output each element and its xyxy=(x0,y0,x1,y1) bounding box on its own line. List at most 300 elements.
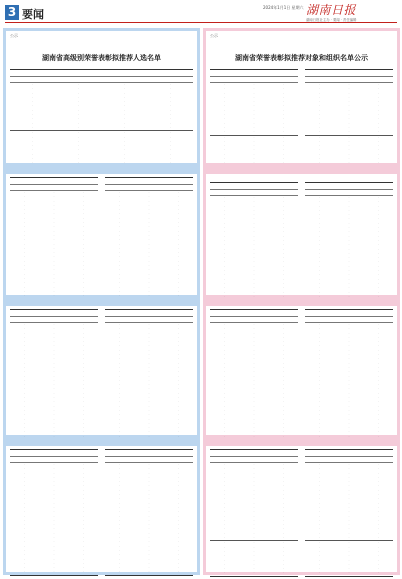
table-cell: · xyxy=(224,505,226,509)
table-cell: · xyxy=(348,421,350,425)
table-cell: · xyxy=(319,95,321,99)
table-cell: · xyxy=(119,544,121,548)
table-cell: · xyxy=(53,255,55,259)
table-cell: · xyxy=(123,117,125,121)
header-cell xyxy=(105,185,134,190)
table-cell: · xyxy=(319,348,321,352)
table-cell: · xyxy=(282,221,284,225)
table-cell: · xyxy=(53,233,55,237)
table-cell: · xyxy=(24,246,26,250)
table-cell: · xyxy=(32,131,34,135)
table-cell: · xyxy=(119,561,121,565)
table-cell: · xyxy=(24,242,26,246)
table-cell: · xyxy=(119,246,121,250)
table-cell: · xyxy=(53,348,55,352)
table-cell: · xyxy=(253,157,255,161)
table-cell: · xyxy=(377,545,379,549)
table-cell: · xyxy=(348,370,350,374)
table-caption xyxy=(105,178,193,185)
table-cell: · xyxy=(377,294,379,298)
table-cell: · xyxy=(253,108,255,112)
table-cell: · xyxy=(282,562,284,566)
table-cell: · xyxy=(377,331,379,335)
table-cell: · xyxy=(377,161,379,165)
table-cell: · xyxy=(53,413,55,417)
table-cell: · xyxy=(24,501,26,505)
table-cell: · xyxy=(377,87,379,91)
table-cell: · xyxy=(377,554,379,558)
table-cell: · xyxy=(282,247,284,251)
table-cell: · xyxy=(319,554,321,558)
table-cell: · xyxy=(82,285,84,289)
table-cell: · xyxy=(82,527,84,531)
table-cell: · xyxy=(224,426,226,430)
table-cell: · xyxy=(253,549,255,553)
table-caption xyxy=(210,310,298,317)
table-cell: · xyxy=(169,121,171,125)
table-cell: · xyxy=(177,463,179,466)
table-cell: · xyxy=(53,199,55,203)
data-table xyxy=(210,182,298,300)
table-cell: · xyxy=(24,480,26,484)
table-cell: · xyxy=(319,323,321,326)
table-cell: · xyxy=(253,273,255,277)
table-cell: · xyxy=(348,383,350,387)
header-cell xyxy=(334,190,363,195)
table-cell: · xyxy=(224,135,226,139)
table-cell: · xyxy=(319,217,321,221)
table-cell: · xyxy=(24,475,26,479)
table-cell: · xyxy=(319,475,321,479)
table-cell: · xyxy=(82,540,84,544)
table-cell: · xyxy=(224,323,226,326)
table-cell: · xyxy=(224,260,226,264)
data-table xyxy=(105,449,193,576)
table-cell: · xyxy=(253,361,255,365)
table-cell: · xyxy=(348,217,350,221)
table-cell: · xyxy=(119,391,121,395)
table-cell: · xyxy=(224,353,226,357)
header-cell xyxy=(105,317,134,322)
table-cell: · xyxy=(53,561,55,565)
table-cell: · xyxy=(319,264,321,268)
header-cell xyxy=(269,77,298,82)
table-cell: · xyxy=(148,255,150,259)
table-cell: · xyxy=(82,289,84,293)
table-cell: · xyxy=(319,135,321,139)
table-cell: · xyxy=(319,518,321,522)
table-cell: · xyxy=(82,391,84,395)
table-cell: · xyxy=(319,331,321,335)
table-cell: · xyxy=(224,348,226,352)
table-cell: · xyxy=(224,152,226,156)
table-cell: · xyxy=(253,196,255,199)
table-cell: · xyxy=(319,365,321,369)
table-cell: · xyxy=(319,230,321,234)
table-cell: · xyxy=(253,480,255,484)
table-cell: · xyxy=(82,331,84,335)
table-cell: · xyxy=(377,531,379,535)
table-cell: · xyxy=(282,353,284,357)
table-cell: · xyxy=(169,108,171,112)
table-cell: · xyxy=(148,281,150,285)
table-cell: · xyxy=(53,493,55,497)
table-cell: · xyxy=(224,531,226,535)
table-cell: · xyxy=(319,549,321,553)
table-cell: · xyxy=(169,157,171,161)
header-cell xyxy=(305,77,334,82)
table-cell: · xyxy=(282,157,284,161)
table-cell: · xyxy=(319,501,321,505)
header-cell xyxy=(164,317,193,322)
header-cell xyxy=(239,190,268,195)
header-cell xyxy=(305,317,334,322)
table-cell: · xyxy=(82,276,84,280)
table-cell: · xyxy=(348,323,350,326)
left-column xyxy=(3,28,200,575)
table-cell: · xyxy=(282,200,284,204)
table-cell: · xyxy=(53,191,55,194)
table-cell: · xyxy=(282,421,284,425)
table-cell: · xyxy=(377,230,379,234)
table-cell: · xyxy=(282,545,284,549)
table-cell: · xyxy=(224,408,226,412)
table-cell: · xyxy=(177,255,179,259)
table-cell: · xyxy=(224,374,226,378)
table-cell: · xyxy=(53,391,55,395)
table-cell: · xyxy=(282,493,284,497)
masthead-subline: 湖南日报社主办 · 要闻 · 责任编辑 xyxy=(306,18,357,22)
table-cell: · xyxy=(177,391,179,395)
table-cell: · xyxy=(377,510,379,514)
table-cell: · xyxy=(148,294,150,298)
data-table xyxy=(105,309,193,440)
header-cell xyxy=(364,77,393,82)
table-cell: · xyxy=(123,131,125,135)
table-cell: · xyxy=(119,396,121,400)
table-cell: · xyxy=(82,272,84,276)
table-cell: · xyxy=(119,233,121,237)
header-cell xyxy=(147,77,193,82)
table-cell: · xyxy=(377,113,379,117)
table-cell: · xyxy=(282,463,284,466)
table-cell: · xyxy=(348,247,350,251)
table-cell: · xyxy=(53,430,55,434)
table-cell: · xyxy=(169,135,171,139)
table-cell: · xyxy=(348,243,350,247)
table-cell: · xyxy=(348,234,350,238)
table-cell: · xyxy=(119,540,121,544)
table-cell: · xyxy=(53,276,55,280)
table-cell: · xyxy=(319,417,321,421)
table-cell: · xyxy=(123,108,125,112)
table-cell: · xyxy=(177,344,179,348)
table-cell: · xyxy=(148,417,150,421)
table-cell: · xyxy=(177,348,179,352)
table-cell: · xyxy=(377,365,379,369)
table-cell: · xyxy=(177,553,179,557)
table-cell: · xyxy=(253,353,255,357)
table-cell: · xyxy=(119,255,121,259)
table-cell: · xyxy=(348,531,350,535)
table-cell: · xyxy=(348,83,350,86)
table-cell: · xyxy=(78,95,79,99)
table-cell: · xyxy=(53,268,55,272)
table-cell: · xyxy=(24,484,26,488)
table-cell: · xyxy=(224,536,226,540)
header-cell xyxy=(334,317,363,322)
masthead-rule xyxy=(5,22,397,23)
table-cell: · xyxy=(24,327,26,331)
table-cell: · xyxy=(282,488,284,492)
table-cell: · xyxy=(224,475,226,479)
table-cell: · xyxy=(177,400,179,404)
table-cell: · xyxy=(282,505,284,509)
table-cell: · xyxy=(377,484,379,488)
table-cell: · xyxy=(377,353,379,357)
table-cell: · xyxy=(148,505,150,509)
table-cell: · xyxy=(282,230,284,234)
table-cell: · xyxy=(177,531,179,535)
table-cell: · xyxy=(224,139,226,143)
table-cell: · xyxy=(348,340,350,344)
table-cell: · xyxy=(82,374,84,378)
table-cell: · xyxy=(319,234,321,238)
table-cell: · xyxy=(377,413,379,417)
table-cell: · xyxy=(282,108,284,112)
table-cell: · xyxy=(253,230,255,234)
table-cell: · xyxy=(148,467,150,471)
table-cell: · xyxy=(177,238,179,242)
table-cell: · xyxy=(282,148,284,152)
table-cell: · xyxy=(348,294,350,298)
header-cell xyxy=(164,457,193,462)
table-cell: · xyxy=(319,527,321,531)
table-cell: · xyxy=(224,558,226,562)
table-cell: · xyxy=(177,417,179,421)
table-cell: · xyxy=(177,272,179,276)
table-cell: · xyxy=(53,221,55,225)
table-cell: · xyxy=(282,135,284,139)
table-cell: · xyxy=(253,413,255,417)
table-cell: · xyxy=(253,286,255,290)
table-cell: · xyxy=(282,383,284,387)
table-cell: · xyxy=(253,251,255,255)
table-cell: · xyxy=(177,281,179,285)
header-cell xyxy=(210,457,239,462)
table-cell: · xyxy=(224,365,226,369)
data-table xyxy=(305,449,393,577)
table-cell: · xyxy=(24,264,26,268)
header-cell xyxy=(269,317,298,322)
table-cell: · xyxy=(319,226,321,230)
table-cell: · xyxy=(319,152,321,156)
table-cell: · xyxy=(319,383,321,387)
table-cell: · xyxy=(119,208,121,212)
table-cell: · xyxy=(224,200,226,204)
table-cell: · xyxy=(224,87,226,91)
table-cell: · xyxy=(348,100,350,104)
table-cell: · xyxy=(177,540,179,544)
table-cell: · xyxy=(348,523,350,527)
table-cell: · xyxy=(24,335,26,339)
table-cell: · xyxy=(53,353,55,357)
table-cell: · xyxy=(224,83,226,86)
table-cell: · xyxy=(177,294,179,298)
table-cell: · xyxy=(24,208,26,212)
table-cell: · xyxy=(224,331,226,335)
table-cell: · xyxy=(148,557,150,561)
table-cell: · xyxy=(282,323,284,326)
table-cell: · xyxy=(148,383,150,387)
table-cell: · xyxy=(78,144,79,148)
table-cell: · xyxy=(319,148,321,152)
table-cell: · xyxy=(119,421,121,425)
table-cell: · xyxy=(348,527,350,531)
table-cell: · xyxy=(24,340,26,344)
table-cell: · xyxy=(377,391,379,395)
table-cell: · xyxy=(377,323,379,326)
table-cell: · xyxy=(119,557,121,561)
table-cell: · xyxy=(253,264,255,268)
table-cell: · xyxy=(119,553,121,557)
table-cell: · xyxy=(177,561,179,565)
table-cell: · xyxy=(319,480,321,484)
table-cell: · xyxy=(123,95,125,99)
table-cell: · xyxy=(119,238,121,242)
table-cell: · xyxy=(123,100,125,104)
table-cell: · xyxy=(82,484,84,488)
table-cell: · xyxy=(319,277,321,281)
table-cell: · xyxy=(82,553,84,557)
table-cell: · xyxy=(82,216,84,220)
table-cell: · xyxy=(377,426,379,430)
table-cell: · xyxy=(177,229,179,233)
table-cell: · xyxy=(119,527,121,531)
table-cell: · xyxy=(348,365,350,369)
table-cell: · xyxy=(177,501,179,505)
table-cell: · xyxy=(53,570,55,574)
table-cell: · xyxy=(224,421,226,425)
table-cell: · xyxy=(282,417,284,421)
table-cell: · xyxy=(32,125,34,129)
table-cell: · xyxy=(148,553,150,557)
table-cell: · xyxy=(253,221,255,225)
table-cell: · xyxy=(148,531,150,535)
table-cell: · xyxy=(177,404,179,408)
table-cell: · xyxy=(253,408,255,412)
table-cell: · xyxy=(177,246,179,250)
table-cell: · xyxy=(32,108,34,112)
table-cell: · xyxy=(177,383,179,387)
table-cell: · xyxy=(82,361,84,365)
table-cell: · xyxy=(24,387,26,391)
table-cell: · xyxy=(282,196,284,199)
table-caption xyxy=(305,450,393,457)
header-cell xyxy=(164,185,193,190)
table-cell: · xyxy=(253,391,255,395)
table-cell: · xyxy=(224,518,226,522)
table-cell: · xyxy=(377,335,379,339)
table-cell: · xyxy=(53,475,55,479)
table-cell: · xyxy=(78,113,79,117)
table-cell: · xyxy=(177,523,179,527)
table-cell: · xyxy=(24,548,26,552)
table-cell: · xyxy=(319,421,321,425)
table-cell: · xyxy=(82,238,84,242)
table-cell: · xyxy=(53,370,55,374)
table-cell: · xyxy=(224,545,226,549)
table-cell: · xyxy=(319,510,321,514)
table-cell: · xyxy=(53,408,55,412)
table-cell: · xyxy=(319,286,321,290)
table-cell: · xyxy=(224,269,226,273)
table-cell: · xyxy=(148,327,150,331)
table-cell: · xyxy=(253,488,255,492)
table-cell: · xyxy=(253,400,255,404)
table-cell: · xyxy=(148,514,150,518)
table-cell: · xyxy=(177,340,179,344)
data-table xyxy=(210,69,298,167)
table-cell: · xyxy=(224,340,226,344)
table-cell: · xyxy=(319,294,321,298)
table-cell: · xyxy=(123,113,125,117)
table-cell: · xyxy=(377,256,379,260)
table-cell: · xyxy=(377,421,379,425)
table-cell: · xyxy=(82,570,84,574)
table-cell: · xyxy=(177,396,179,400)
table-cell: · xyxy=(282,87,284,91)
table-cell: · xyxy=(123,152,125,156)
table-cell: · xyxy=(348,286,350,290)
table-cell: · xyxy=(282,95,284,99)
table-cell: · xyxy=(282,391,284,395)
table-cell: · xyxy=(53,289,55,293)
table-cell: · xyxy=(319,571,321,575)
table-cell: · xyxy=(169,91,171,95)
table-cell: · xyxy=(348,558,350,562)
table-cell: · xyxy=(169,83,171,86)
table-cell: · xyxy=(319,256,321,260)
table-cell: · xyxy=(224,488,226,492)
table-cell: · xyxy=(123,139,125,143)
table-cell: · xyxy=(24,370,26,374)
table-cell: · xyxy=(319,100,321,104)
table-cell: · xyxy=(53,331,55,335)
table-cell: · xyxy=(224,383,226,387)
table-cell: · xyxy=(348,121,350,125)
table-cell: · xyxy=(148,251,150,255)
table-cell: · xyxy=(319,273,321,277)
table-cell: · xyxy=(177,557,179,561)
table-cell: · xyxy=(282,286,284,290)
table-cell: · xyxy=(282,571,284,575)
table-cell: · xyxy=(177,259,179,263)
table-cell: · xyxy=(348,281,350,285)
table-cell: · xyxy=(282,234,284,238)
table-cell: · xyxy=(82,229,84,233)
announcement-title: 湖南省荣誉表彰拟推荐对象和组织名单公示 xyxy=(235,53,368,62)
table-cell: · xyxy=(224,430,226,434)
table-cell: · xyxy=(148,272,150,276)
header-cell xyxy=(305,190,334,195)
table-cell: · xyxy=(148,340,150,344)
table-cell: · xyxy=(119,365,121,369)
table-cell: · xyxy=(319,387,321,391)
table-cell: · xyxy=(53,514,55,518)
table-cell: · xyxy=(377,91,379,95)
table-cell: · xyxy=(119,374,121,378)
